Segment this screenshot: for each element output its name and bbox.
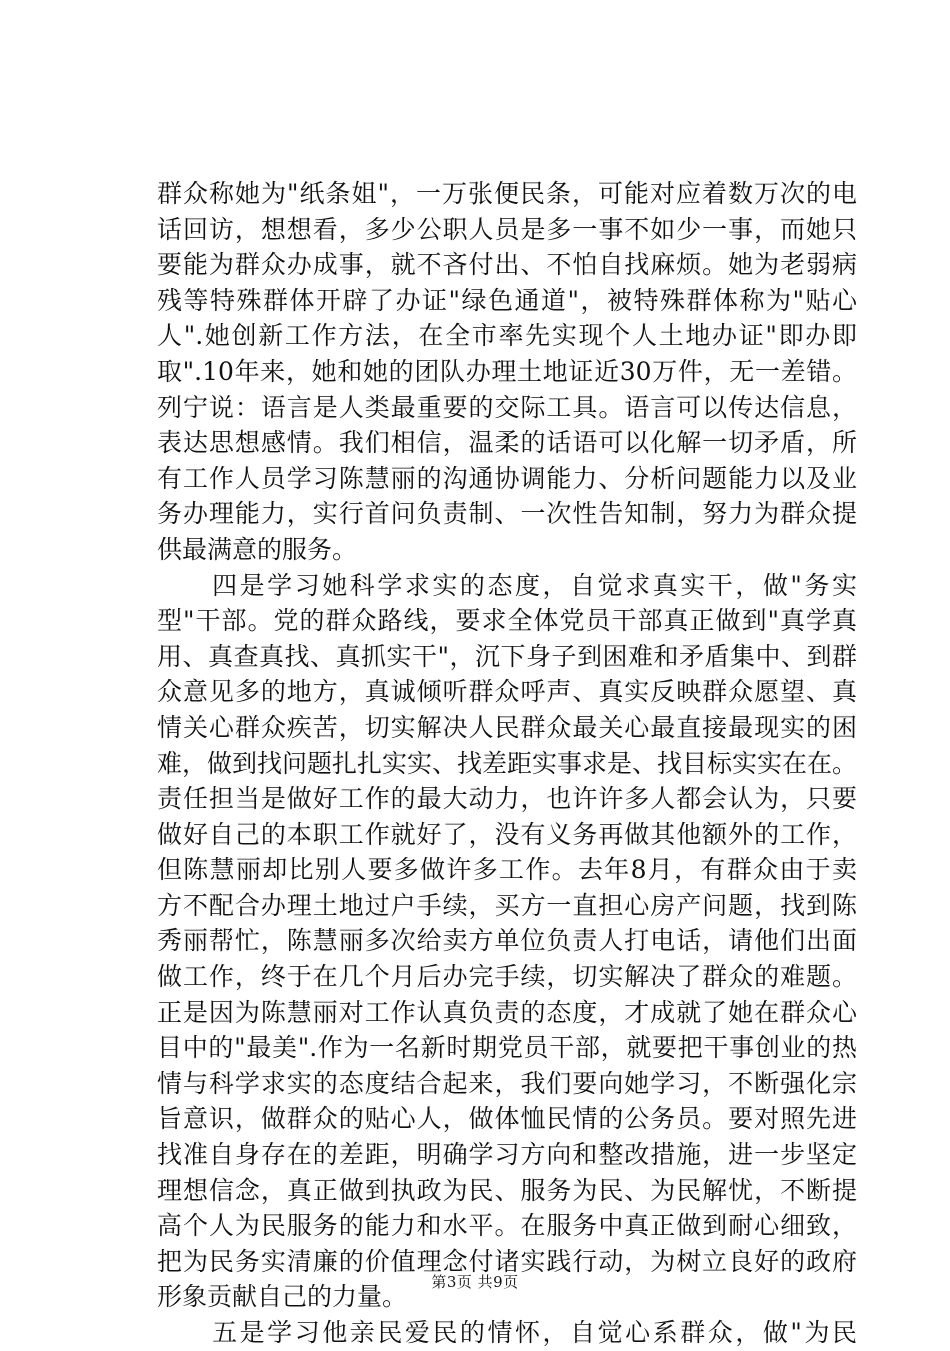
text-line: 高个人为民服务的能力和水平。在服务中真正做到耐心细致， bbox=[157, 1211, 857, 1241]
text-line: 众意见多的地方，真诚倾听群众呼声、真实反映群众愿望、真 bbox=[157, 677, 857, 707]
paragraph-start-line: 五是学习他亲民爱民的情怀，自觉心系群众，做"为民 bbox=[157, 1318, 857, 1347]
text-line: 做好自己的本职工作就好了，没有义务再做其他额外的工作， bbox=[157, 819, 857, 849]
text-line: 供最满意的服务。 bbox=[157, 534, 358, 564]
text-line: 做工作，终于在几个月后办完手续，切实解决了群众的难题。 bbox=[157, 962, 857, 992]
text-line: 表达思想感情。我们相信，温柔的话语可以化解一切矛盾，所 bbox=[157, 428, 857, 458]
document-body bbox=[157, 176, 857, 1351]
text-line: 情与科学求实的态度结合起来，我们要向她学习，不断强化宗 bbox=[157, 1068, 857, 1098]
text-line: 型"干部。党的群众路线，要求全体党员干部真正做到"真学真 bbox=[157, 606, 857, 636]
text-line: 但陈慧丽却比别人要多做许多工作。去年8月，有群众由于卖 bbox=[157, 855, 857, 885]
text-line: 秀丽帮忙，陈慧丽多次给卖方单位负责人打电话，请他们出面 bbox=[157, 926, 857, 956]
text-line: 取".10年来，她和她的团队办理土地证近30万件，无一差错。 bbox=[157, 356, 857, 386]
text-line: 难，做到找问题扎扎实实、找差距实事求是、找目标实实在在。 bbox=[157, 748, 858, 778]
text-line: 形象贡献自己的力量。 bbox=[157, 1282, 408, 1312]
text-line: 用、真查真找、真抓实干"，沉下身子到困难和矛盾集中、到群 bbox=[157, 641, 857, 671]
text-line: 目中的"最美".作为一名新时期党员干部，就要把干事创业的热 bbox=[157, 1033, 857, 1063]
text-line: 群众称她为"纸条姐"，一万张便民条，可能对应着数万次的电 bbox=[157, 179, 857, 208]
page-number-footer: 第3页 共9页 bbox=[431, 1273, 519, 1291]
paragraph-start-line: 四是学习她科学求实的态度，自觉求真实干，做"务实 bbox=[157, 570, 857, 600]
text-line: 理想信念，真正做到执政为民、服务为民、为民解忧，不断提 bbox=[157, 1175, 857, 1205]
text-line: 找准自身存在的差距，明确学习方向和整改措施，进一步坚定 bbox=[157, 1140, 857, 1170]
text-line: 要能为群众办成事，就不吝付出、不怕自找麻烦。她为老弱病 bbox=[157, 250, 857, 280]
text-line: 正是因为陈慧丽对工作认真负责的态度，才成就了她在群众心 bbox=[157, 997, 857, 1027]
text-line: 务办理能力，实行首问负责制、一次性告知制，努力为群众提 bbox=[157, 499, 857, 529]
text-line: 把为民务实清廉的价值理念付诸实践行动，为树立良好的政府 bbox=[157, 1246, 857, 1276]
text-line: 旨意识，做群众的贴心人，做体恤民情的公务员。要对照先进 bbox=[157, 1104, 857, 1134]
text-line: 残等特殊群体开辟了办证"绿色通道"，被特殊群体称为"贴心 bbox=[157, 285, 857, 315]
text-line: 情关心群众疾苦，切实解决人民群众最关心最直接最现实的困 bbox=[157, 712, 857, 742]
text-line: 责任担当是做好工作的最大动力，也许许多人都会认为，只要 bbox=[157, 784, 857, 814]
text-line: 人".她创新工作方法，在全市率先实现个人土地办证"即办即 bbox=[157, 321, 857, 351]
text-line: 话回访，想想看，多少公职人员是多一事不如少一事，而她只 bbox=[157, 214, 857, 244]
text-line: 列宁说：语言是人类最重要的交际工具。语言可以传达信息， bbox=[157, 392, 857, 422]
text-line: 方不配合办理土地过户手续，买方一直担心房产问题，找到陈 bbox=[157, 890, 857, 920]
text-line: 有工作人员学习陈慧丽的沟通协调能力、分析问题能力以及业 bbox=[157, 463, 857, 493]
